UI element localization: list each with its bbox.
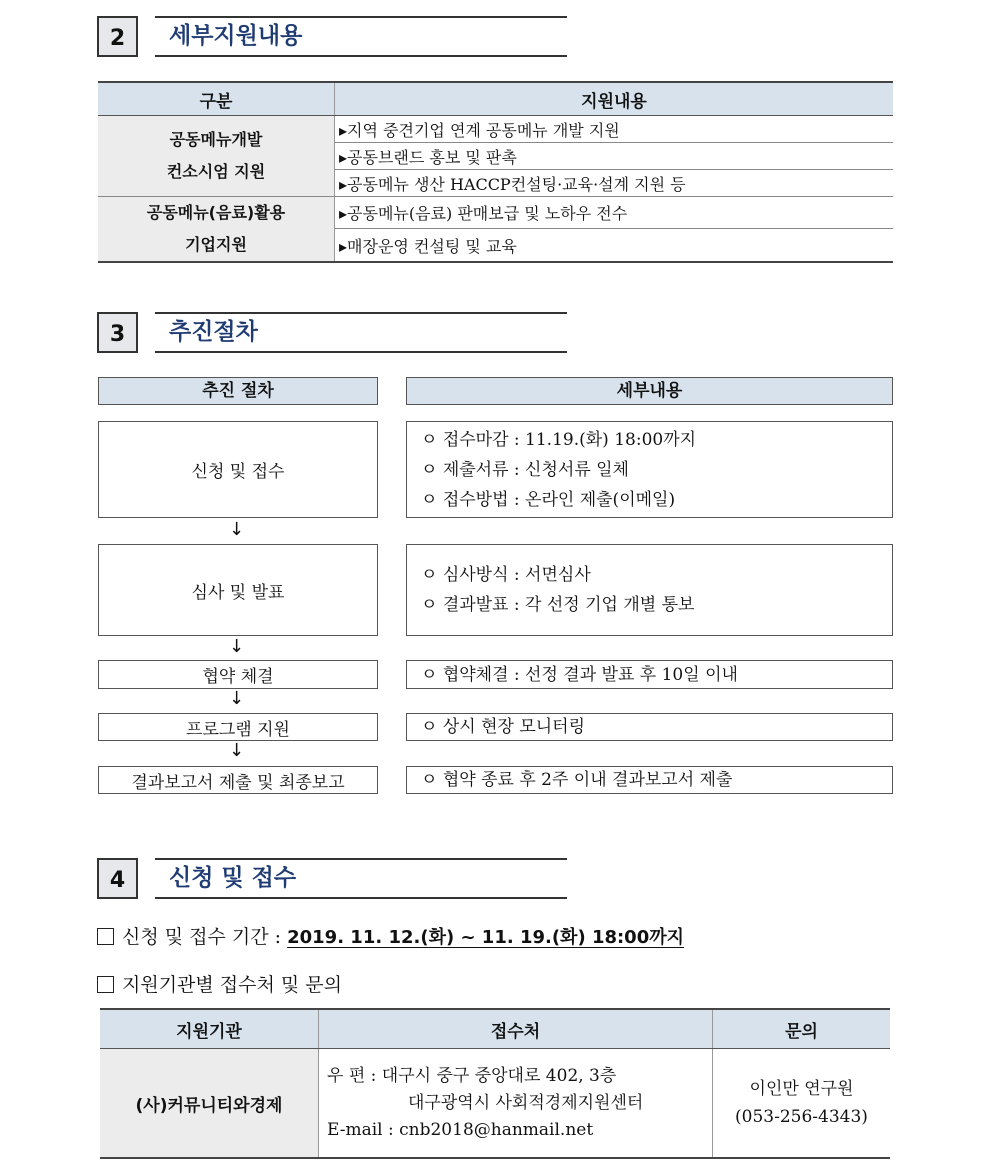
support-item: ▸지역 중견기업 연계 공동메뉴 개발 지원 [335, 116, 894, 143]
step-details [406, 544, 893, 636]
step-details [406, 421, 893, 518]
procedure-header: 추진 절차 [98, 377, 378, 405]
support-item: ▸공동메뉴 생산 HACCP컨설팅·교육·설계 지원 등 [335, 170, 894, 197]
checkbox-square-icon [97, 976, 114, 993]
step-details [406, 713, 893, 741]
detail-line: ㅇ 결과발표 : 각 선정 기업 개별 통보 [421, 595, 695, 615]
address-label: 우 편 : [327, 1065, 377, 1086]
support-item: ▸매장운영 컨설팅 및 교육 [335, 229, 894, 262]
email-label: E-mail : [327, 1119, 394, 1140]
detail-line: ㅇ 상시 현장 모니터링 [421, 717, 586, 737]
address-line: 대구시 중구 중앙대로 402, 3층 [381, 1065, 617, 1086]
detail-line: ㅇ 제출서류 : 신청서류 일체 [421, 459, 629, 480]
column-header: 접수처 [319, 1009, 713, 1049]
section-3-heading [97, 312, 567, 356]
support-details-table [98, 81, 893, 263]
procedure-step: 신청 및 접수 [98, 421, 378, 518]
column-header: 지원기관 [100, 1009, 319, 1049]
step-details [406, 660, 893, 689]
detail-line: ㅇ 협약체결 : 선정 결과 발표 후 10일 이내 [421, 664, 738, 685]
down-arrow-icon: ↓ [229, 740, 245, 761]
column-header: 구분 [98, 82, 335, 116]
details-header: 세부내용 [406, 377, 893, 405]
down-arrow-icon: ↓ [229, 519, 245, 540]
period-label: 신청 및 접수 기간 : [122, 926, 282, 948]
detail-line: ㅇ 협약 종료 후 2주 이내 결과보고서 제출 [421, 770, 733, 790]
procedure-step: 프로그램 지원 [98, 713, 378, 741]
detail-line: ㅇ 접수마감 : 11.19.(화) 18:00까지 [421, 429, 697, 450]
detail-line: ㅇ 접수방법 : 온라인 제출(이메일) [421, 489, 676, 510]
column-header: 문의 [713, 1009, 891, 1049]
section-number: 2 [97, 16, 138, 57]
procedure-step: 심사 및 발표 [98, 544, 378, 636]
contact-phone: (053-256-4343) [735, 1107, 868, 1127]
category-cell [98, 197, 335, 263]
address-line: 대구광역시 사회적경제지원센터 [408, 1092, 644, 1113]
section-number: 4 [97, 858, 138, 899]
section-4-heading [97, 858, 567, 902]
down-arrow-icon: ↓ [229, 688, 245, 709]
support-item: ▸공동브랜드 홍보 및 판촉 [335, 143, 894, 170]
email-address[interactable]: cnb2018@hanmail.net [399, 1119, 594, 1140]
section-title: 신청 및 접수 [155, 858, 567, 899]
section-number: 3 [97, 312, 138, 353]
contact-name: 이인만 연구원 [749, 1079, 854, 1099]
contact-cell [713, 1049, 891, 1159]
procedure-step: 협약 체결 [98, 660, 378, 689]
reception-table [100, 1008, 890, 1159]
category-line: 공동메뉴개발 [169, 130, 263, 149]
detail-line: ㅇ 심사방식 : 서면심사 [421, 565, 591, 585]
application-period [97, 922, 684, 949]
category-line: 컨소시엄 지원 [166, 162, 266, 181]
procedure-step: 결과보고서 제출 및 최종보고 [98, 766, 378, 794]
category-line: 공동메뉴(음료)활용 [146, 203, 286, 222]
checkbox-square-icon [97, 928, 114, 945]
column-header: 지원내용 [335, 82, 894, 116]
support-item: ▸공동메뉴(음료) 판매보급 및 노하우 전수 [335, 197, 894, 229]
category-cell [98, 116, 335, 197]
section-title: 추진절차 [155, 312, 567, 353]
section-title: 세부지원내용 [155, 16, 567, 57]
step-details [406, 766, 893, 794]
section-2-heading [97, 16, 567, 60]
reception-cell [319, 1049, 713, 1159]
category-line: 기업지원 [185, 235, 247, 254]
period-value: 2019. 11. 12.(화) ~ 11. 19.(화) 18:00까지 [287, 927, 685, 948]
contact-heading [97, 970, 342, 997]
down-arrow-icon: ↓ [229, 636, 245, 657]
contact-label: 지원기관별 접수처 및 문의 [122, 974, 343, 996]
organization-name: (사)커뮤니티와경제 [100, 1049, 319, 1159]
